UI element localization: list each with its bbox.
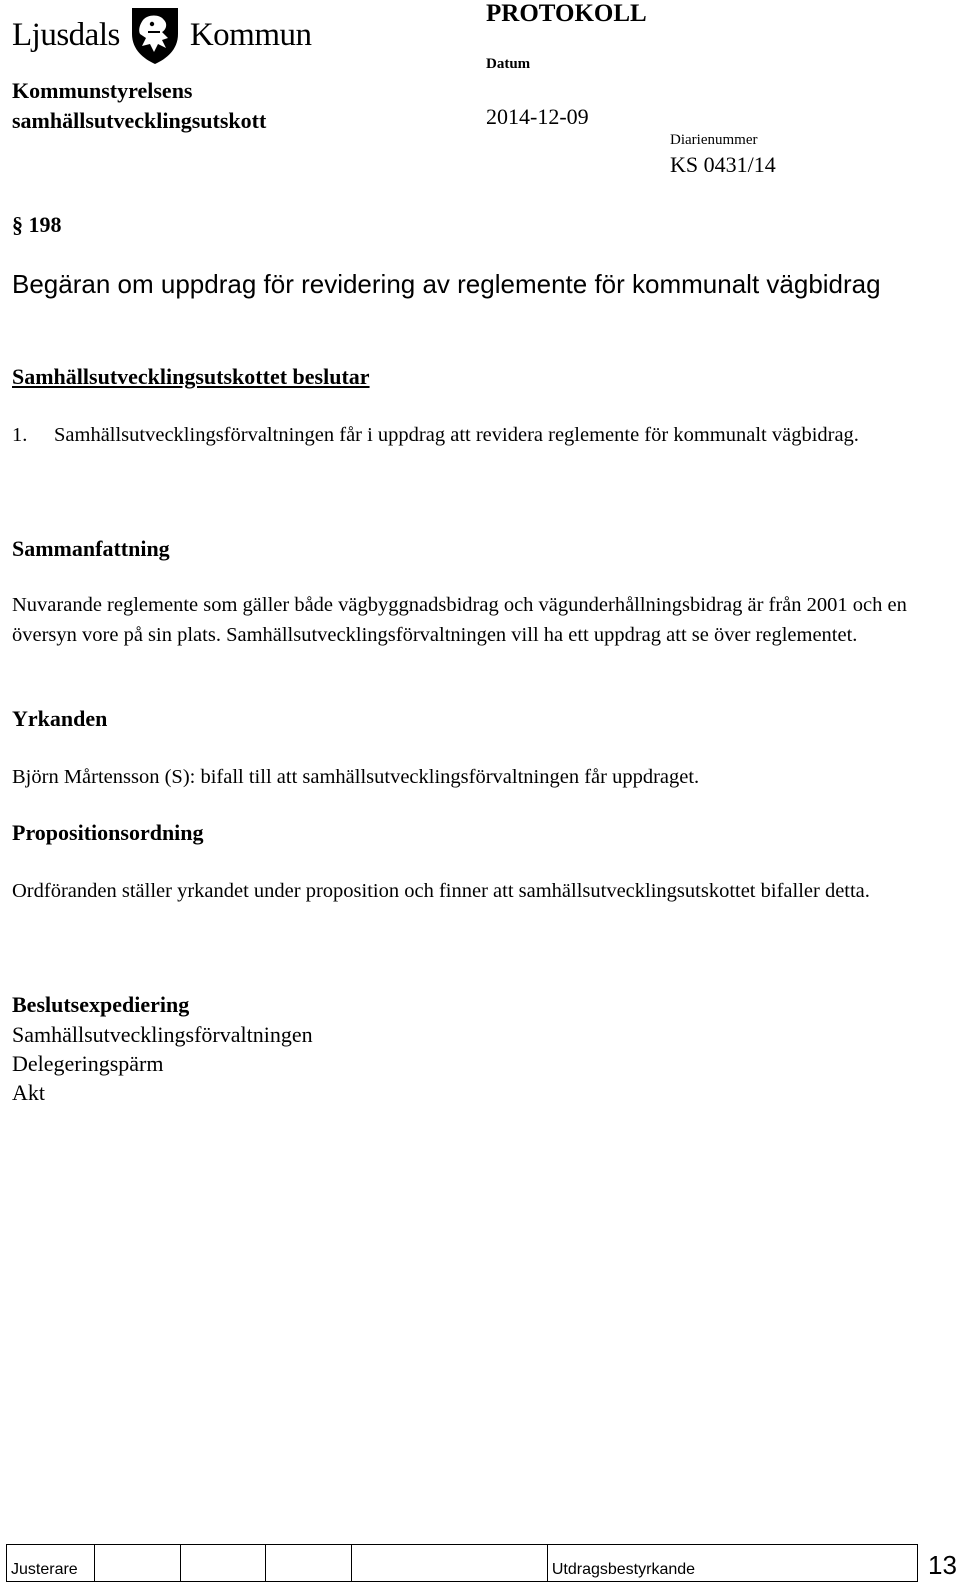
yrkanden-text: Björn Mårtensson (S): bifall till att samhällsutvecklingsförvaltningen får uppdraget. xyxy=(12,766,700,788)
date-label: Datum xyxy=(486,56,531,72)
decision-item xyxy=(12,420,942,450)
beslutsexpediering-heading: Beslutsexpediering xyxy=(12,992,190,1017)
yrkanden-heading: Yrkanden xyxy=(12,706,108,731)
decision-item-text: Samhällsutvecklingsförvaltningen får i uppdrag att revidera reglemente för kommunalt vägbidrag. xyxy=(54,424,859,446)
justerare-sign-cell-1 xyxy=(95,1545,181,1581)
propositionsordning-heading: Propositionsordning xyxy=(12,820,204,845)
propositionsordning-text: Ordföranden ställer yrkandet under proposition och finner att samhällsutvecklingsutskottet bifaller detta. xyxy=(12,880,870,902)
logo-text-right: Kommun xyxy=(189,16,312,53)
date-value: 2014-12-09 xyxy=(486,104,589,129)
summary-heading: Sammanfattning xyxy=(12,536,170,561)
diarienummer-label: Diarienummer xyxy=(670,132,758,148)
page-number: 13 xyxy=(928,1550,957,1580)
organization xyxy=(12,76,266,136)
logo-text-left: Ljusdals xyxy=(12,16,120,53)
coat-of-arms-icon xyxy=(128,4,182,66)
summary-text: Nuvarande reglemente som gäller både vägbyggnadsbidrag och vägunderhållningsbidrag är från 2001 och en översyn vore på sin plats. Samhällsutvecklingsförvaltningen vill ha ett uppdrag att se över reglementet. xyxy=(12,594,907,646)
justerare-sign-cell-2 xyxy=(181,1545,267,1581)
justerare-label: Justerare xyxy=(11,1561,78,1578)
utdragsbestyrkande-cell xyxy=(548,1545,917,1581)
paragraph-number: § 198 xyxy=(12,212,62,237)
justerare-sign-cell-3 xyxy=(266,1545,352,1581)
justerare-cell xyxy=(7,1545,95,1581)
organization-line-2: samhällsutvecklingsutskott xyxy=(12,108,267,133)
signature-table xyxy=(6,1544,918,1582)
decision-item-number: 1. xyxy=(12,424,28,446)
justerare-sign-cell-4 xyxy=(352,1545,548,1581)
list-item: Delegeringspärm xyxy=(12,1051,164,1076)
list-item: Samhällsutvecklingsförvaltningen xyxy=(12,1022,313,1047)
organization-line-1: Kommunstyrelsens xyxy=(12,78,193,103)
recipient-list xyxy=(12,1020,942,1107)
page-footer xyxy=(6,1544,957,1582)
decision-list xyxy=(12,420,942,450)
municipality-logo xyxy=(12,4,312,66)
document-type: PROTOKOLL xyxy=(486,0,647,27)
page-title: Begäran om uppdrag för revidering av reglemente för kommunalt vägbidrag xyxy=(12,269,881,299)
utdragsbestyrkande-label: Utdragsbestyrkande xyxy=(551,1561,696,1578)
list-item: Akt xyxy=(12,1080,45,1105)
diarienummer-value: KS 0431/14 xyxy=(670,152,776,177)
decision-heading: Samhällsutvecklingsutskottet beslutar xyxy=(12,364,370,389)
